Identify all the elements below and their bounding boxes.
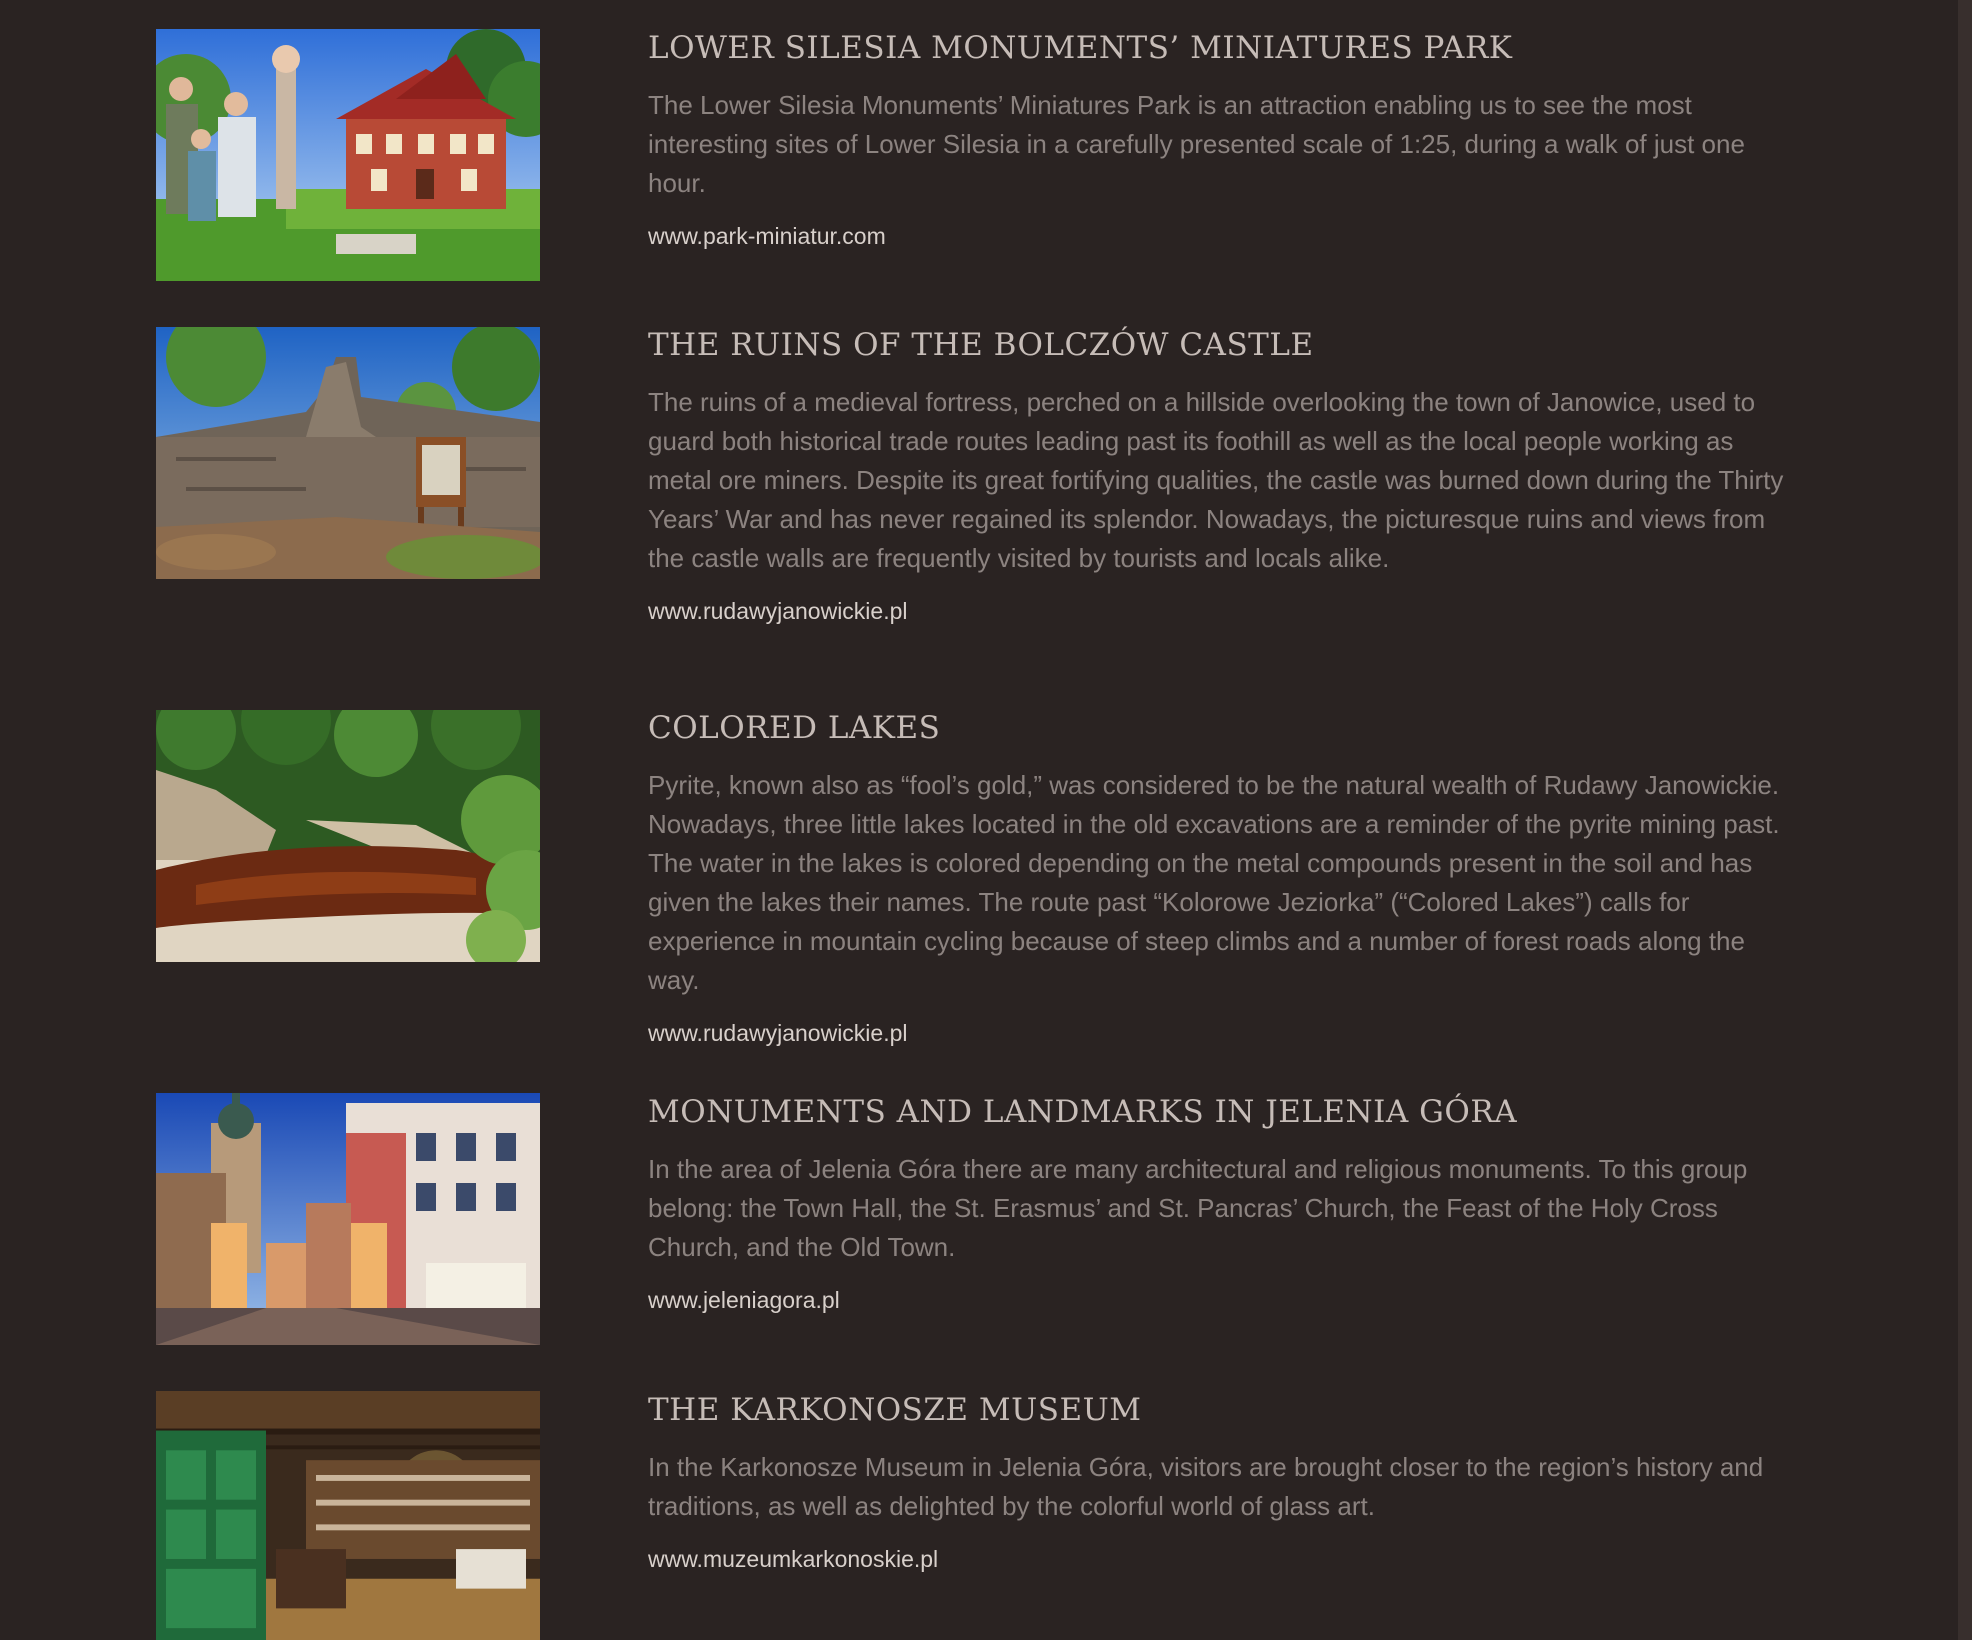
jelenia-gora-link[interactable]: www.jeleniagora.pl — [648, 1287, 840, 1313]
miniatures-park-title: LOWER SILESIA MONUMENTS’ MINIATURES PARK — [648, 30, 1513, 66]
karkonosze-museum-photo — [156, 1391, 540, 1640]
karkonosze-museum-title: THE KARKONOSZE MUSEUM — [648, 1392, 1142, 1428]
colored-lakes-photo — [156, 710, 540, 962]
colored-lakes-description: Pyrite, known also as “fool’s gold,” was considered to be the natural wealth of Rudawy Janowickie. Nowadays, three little lakes located in the old excavations are a reminder of the pyrite mining past. The water in the lakes is colored depending on the metal compounds present in the soil and has given the lakes their names. The route past “Kolorowe Jeziorka” (“Colored Lakes”) calls for experience in mountain cycling because of steep climbs and a number of forest roads along the way. — [648, 770, 1780, 995]
bolczow-castle-photo — [156, 327, 540, 579]
karkonosze-museum-link[interactable]: www.muzeumkarkonoskie.pl — [648, 1546, 939, 1572]
bolczow-castle-link[interactable]: www.rudawyjanowickie.pl — [648, 598, 908, 624]
jelenia-gora-description: In the area of Jelenia Góra there are many architectural and religious monuments. To this group belong: the Town Hall, the St. Erasmus’ and St. Pancras’ Church, the Feast of the Holy Cross Church, and the Old Town. — [648, 1154, 1748, 1262]
miniatures-park-link[interactable]: www.park-miniatur.com — [648, 223, 886, 249]
miniatures-park-text — [648, 28, 1798, 251]
miniatures-park-photo — [156, 29, 540, 281]
colored-lakes-text — [648, 708, 1798, 1048]
bolczow-castle-text — [648, 325, 1798, 626]
jelenia-gora-text — [648, 1092, 1798, 1315]
colored-lakes-link[interactable]: www.rudawyjanowickie.pl — [648, 1020, 908, 1046]
karkonosze-museum-description: In the Karkonosze Museum in Jelenia Góra, visitors are brought closer to the region’s history and traditions, as well as delighted by the colorful world of glass art. — [648, 1452, 1764, 1521]
miniatures-park-description: The Lower Silesia Monuments’ Miniatures Park is an attraction enabling us to see the most interesting sites of Lower Silesia in a carefully presented scale of 1:25, during a walk of just one hour. — [648, 90, 1745, 198]
jelenia-gora-photo — [156, 1093, 540, 1345]
colored-lakes-title: COLORED LAKES — [648, 710, 941, 746]
bolczow-castle-title: THE RUINS OF THE BOLCZÓW CASTLE — [648, 327, 1314, 363]
bolczow-castle-description: The ruins of a medieval fortress, perched on a hillside overlooking the town of Janowice, used to guard both historical trade routes leading past its foothill as well as the local people working as metal ore miners. Despite its great fortifying qualities, the castle was burned down during the Thirty Years’ War and has never regained its splendor. Nowadays, the picturesque ruins and views from the castle walls are frequently visited by tourists and locals alike. — [648, 387, 1784, 573]
karkonosze-museum-text — [648, 1390, 1798, 1574]
right-edge-strip — [1958, 0, 1972, 1640]
jelenia-gora-title: MONUMENTS AND LANDMARKS IN JELENIA GÓRA — [648, 1094, 1518, 1130]
